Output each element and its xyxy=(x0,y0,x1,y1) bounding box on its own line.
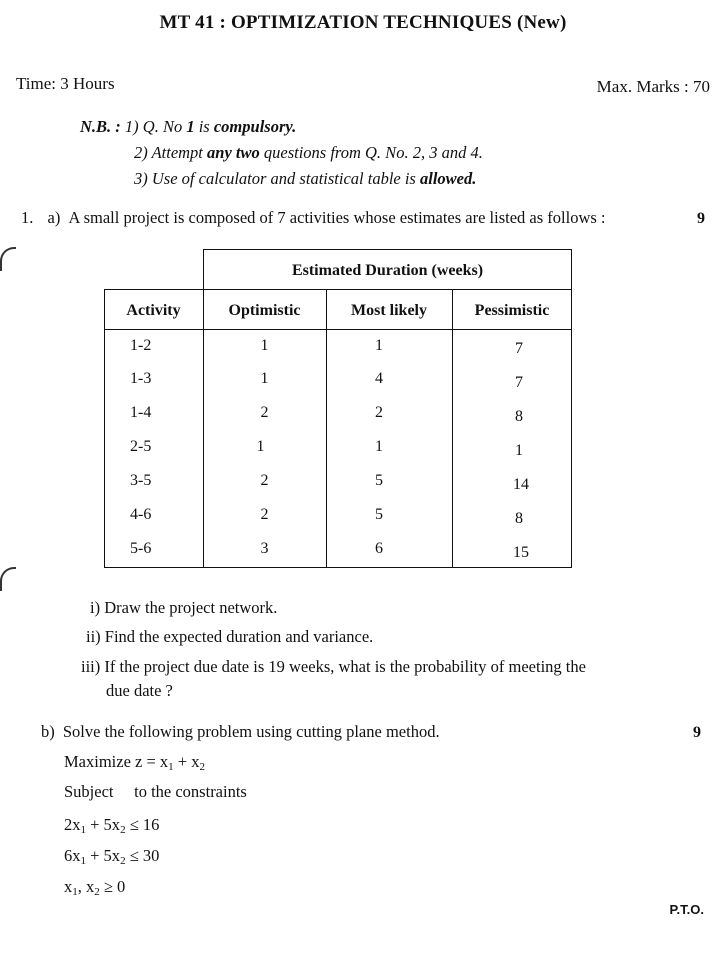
question-part-label: a) xyxy=(47,208,61,227)
note-3-prefix: 3) Use of calculator and statistical table is xyxy=(134,169,416,188)
punch-hole-mark xyxy=(0,247,16,271)
cell-optimistic: 1 xyxy=(260,337,269,354)
constraint-term: + 5x xyxy=(86,815,121,834)
constraint-2 xyxy=(64,846,159,867)
sub-question-iii: iii) If the project due date is 19 weeks, what is the probability of meeting the xyxy=(81,657,586,676)
table-rule xyxy=(326,289,327,567)
table-rule xyxy=(104,567,572,568)
cell-pessimistic: 8 xyxy=(515,510,523,527)
cell-optimistic: 1 xyxy=(256,438,265,455)
cell-optimistic: 1 xyxy=(260,370,269,387)
constraint-term: + 5x xyxy=(86,846,121,865)
note-3-bold: allowed. xyxy=(419,169,477,188)
subscript: 1 xyxy=(72,886,78,898)
constraint-term: 2x xyxy=(64,815,81,834)
note-1-mid: is xyxy=(198,117,210,136)
cell-activity: 4-6 xyxy=(130,506,152,523)
sub-question-iii-cont: due date ? xyxy=(106,681,173,700)
cell-most-likely: 5 xyxy=(375,506,383,523)
nb-label: N.B. : xyxy=(80,117,121,136)
cell-pessimistic: 1 xyxy=(515,442,523,459)
sub-question-i: i) Draw the project network. xyxy=(90,598,278,617)
objective-function xyxy=(64,752,205,773)
cell-pessimistic: 7 xyxy=(515,374,523,391)
table-rule xyxy=(104,289,105,567)
cell-activity: 1-4 xyxy=(130,404,152,421)
question-text: A small project is composed of 7 activities whose estimates are listed as follows : xyxy=(68,208,606,227)
note-2 xyxy=(134,143,483,163)
subscript: 2 xyxy=(94,886,100,898)
subscript: 1 xyxy=(168,761,174,773)
time-allowed: Time: 3 Hours xyxy=(16,74,115,93)
subscript: 1 xyxy=(80,824,86,836)
table-rule xyxy=(203,289,572,290)
cell-optimistic: 2 xyxy=(260,506,269,523)
note-2-bold: any two xyxy=(207,143,260,162)
constraint-rhs: ≥ 0 xyxy=(99,877,126,896)
punch-hole-mark xyxy=(0,567,16,591)
note-2-prefix: 2) Attempt xyxy=(134,143,203,162)
question-text: Solve the following problem using cutting plane method. xyxy=(62,722,440,741)
table-rule xyxy=(104,329,572,330)
subscript: 2 xyxy=(120,824,126,836)
table-group-header: Estimated Duration (weeks) xyxy=(291,262,484,279)
cell-most-likely: 5 xyxy=(375,472,383,489)
cell-activity: 1-3 xyxy=(130,370,152,387)
column-header-most-likely: Most likely xyxy=(351,302,427,319)
question-1b-marks: 9 xyxy=(693,724,701,741)
question-part-label: b) xyxy=(41,722,55,741)
note-1-bold: compulsory. xyxy=(213,117,297,136)
cell-pessimistic: 14 xyxy=(513,476,529,493)
cell-activity: 2-5 xyxy=(130,438,152,455)
constraint-rhs: ≤ 16 xyxy=(125,815,160,834)
subject-to-label: Subject to the constraints xyxy=(64,782,247,801)
constraint-term: 6x xyxy=(64,846,81,865)
subscript: 1 xyxy=(80,855,86,867)
table-rule xyxy=(203,249,572,250)
cell-activity: 3-5 xyxy=(130,472,152,489)
cell-optimistic: 2 xyxy=(260,404,269,421)
question-number: 1. xyxy=(21,208,34,227)
note-3 xyxy=(134,169,476,189)
cell-optimistic: 3 xyxy=(260,540,269,557)
column-header-activity: Activity xyxy=(126,302,181,319)
subscript: 2 xyxy=(199,761,205,773)
objective-prefix: Maximize z = x xyxy=(64,752,169,771)
cell-activity: 1-2 xyxy=(130,337,152,354)
cell-most-likely: 2 xyxy=(375,404,383,421)
question-1a-stem xyxy=(21,208,606,228)
cell-pessimistic: 15 xyxy=(513,544,529,561)
constraint-nonnegativity xyxy=(64,877,125,898)
paper-title: MT 41 : OPTIMIZATION TECHNIQUES (New) xyxy=(159,12,567,33)
table-rule xyxy=(104,289,203,290)
cell-most-likely: 6 xyxy=(375,540,383,557)
question-1a-marks: 9 xyxy=(697,210,705,227)
table-rule xyxy=(571,249,572,567)
constraint-term: x xyxy=(64,877,73,896)
constraint-term: , x xyxy=(77,877,95,896)
cell-activity: 5-6 xyxy=(130,540,152,557)
note-1-prefix: 1) Q. No xyxy=(124,117,183,136)
note-1-number: 1 xyxy=(186,117,195,136)
question-1b-stem xyxy=(41,722,440,742)
objective-plus: + x xyxy=(173,752,200,771)
constraint-1 xyxy=(64,815,159,836)
cell-most-likely: 4 xyxy=(375,370,383,387)
max-marks: Max. Marks : 70 xyxy=(596,77,710,96)
cell-pessimistic: 7 xyxy=(515,340,523,357)
cell-most-likely: 1 xyxy=(375,438,383,455)
cell-optimistic: 2 xyxy=(260,472,269,489)
note-2-suffix: questions from Q. No. 2, 3 and 4. xyxy=(263,143,483,162)
cell-most-likely: 1 xyxy=(375,337,383,354)
cell-pessimistic: 8 xyxy=(515,408,523,425)
sub-question-ii: ii) Find the expected duration and variance. xyxy=(86,627,374,646)
note-1 xyxy=(80,117,296,137)
column-header-pessimistic: Pessimistic xyxy=(474,302,550,319)
subscript: 2 xyxy=(120,855,126,867)
please-turn-over: P.T.O. xyxy=(669,902,704,917)
table-rule xyxy=(452,289,453,567)
column-header-optimistic: Optimistic xyxy=(228,302,301,319)
constraint-rhs: ≤ 30 xyxy=(125,846,160,865)
